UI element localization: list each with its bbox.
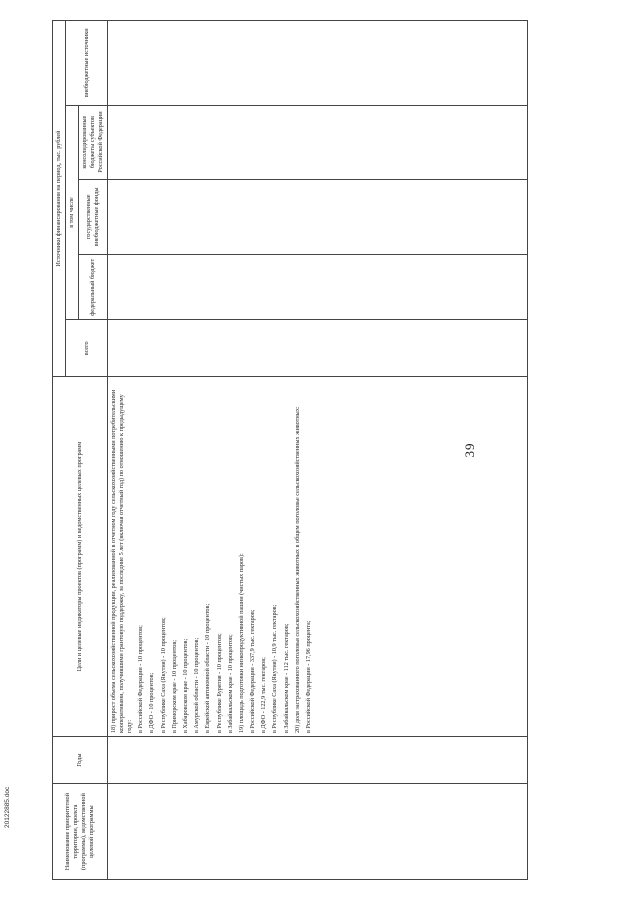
goal-line: в Забайкальском крае - 112 тыс. гектаров;	[282, 623, 290, 734]
table-header-row	[53, 21, 66, 880]
header-sources: Источники финансирования на период, тыс. рублей	[53, 21, 66, 377]
goal-line: в Российской Федерации - 337,9 тыс. гектаров;	[249, 609, 257, 734]
goal-line: в Еврейской автономной области - 10 процентов;	[204, 603, 212, 734]
goal-line: в Приморском крае - 10 процентов;	[170, 640, 178, 734]
goal-line: 20) доля застрахованного поголовья сельскохозяйственных животных в общем поголовье сельскохозяйственных животных:	[293, 406, 301, 734]
goal-line: в Российской Федерации - 10 процентов;	[137, 625, 145, 734]
goal-list	[110, 380, 313, 733]
landscape-content	[52, 20, 640, 880]
financing-table	[52, 20, 528, 880]
goal-line: в Забайкальском крае - 10 процентов;	[226, 634, 234, 734]
goal-line: 19) площадь подготовки низкопродуктивной пашни (чистых паров):	[237, 553, 245, 734]
header-state-funds: государственные внебюджетные фонды	[79, 179, 108, 254]
goal-line: 18) прирост объема сельскохозяйственной продукции, реализованной в отчетном году сельскохозяйственными потребительскими кооперативами, получившими грантовую поддержку, за последние 5 лет (включая отчетный год) по отношению к предыдущему году:	[110, 389, 133, 734]
goal-line: в ДФО - 10 процентов;	[148, 672, 156, 734]
footer-filename: 20122885.doc	[4, 786, 11, 828]
header-federal: федеральный бюджет	[79, 255, 108, 320]
goal-line: в Российской Федерации - 17,96 процента;	[305, 620, 312, 734]
header-years: Годы	[53, 737, 108, 784]
goal-line: в Республике Саха (Якутия) - 10,9 тыс. гектаров;	[271, 604, 279, 734]
header-consolidated: консолидированные бюджеты субъектов Российской Федерации	[79, 105, 108, 179]
header-including: в том числе	[66, 105, 79, 320]
goal-line: в Республике Бурятия - 10 процентов;	[215, 633, 223, 734]
goal-line: в Республике Саха (Якутия) - 10 процентов;	[159, 617, 167, 734]
landscape-container	[52, 20, 640, 871]
goal-line: в Хабаровском крае - 10 процентов;	[181, 638, 189, 734]
page-number: 39	[462, 442, 477, 458]
goal-line: в Амурской области - 10 процентов;	[193, 637, 201, 734]
header-offbudget: внебюджетные источники	[66, 21, 108, 106]
header-total: всего	[66, 320, 108, 377]
header-goals: Цели и целевые индикаторы проектов (программ) и ведомственных целевых программ	[53, 377, 108, 737]
header-name: Наименование приоритетной территории, проекта (программы), ведомственной целевой программы	[53, 784, 108, 880]
goal-line: в ДФО - 122,9 тыс. гектаров;	[260, 657, 268, 734]
